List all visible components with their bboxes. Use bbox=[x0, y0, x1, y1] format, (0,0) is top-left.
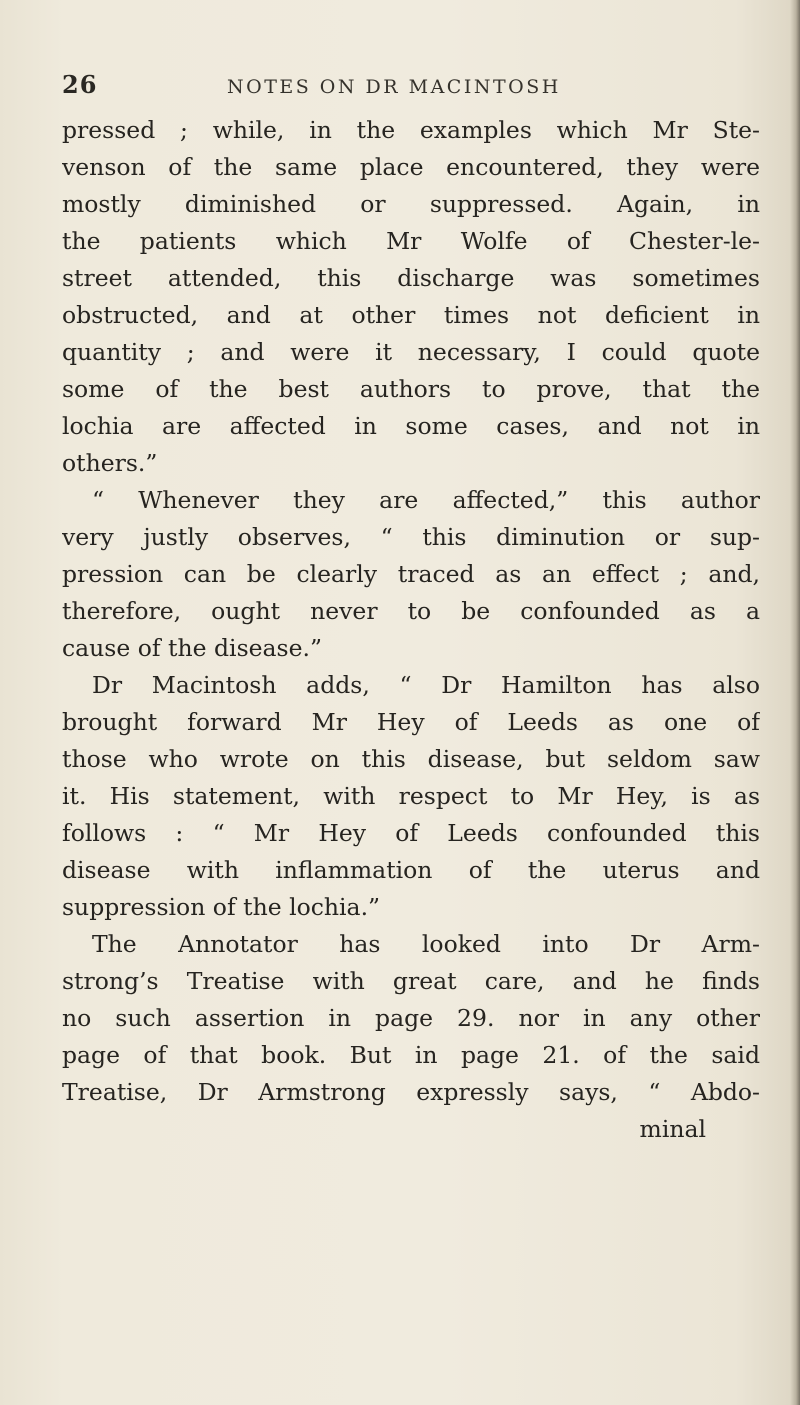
body-text bbox=[62, 112, 760, 1148]
text-line: brought forward Mr Hey of Leeds as one of bbox=[62, 708, 760, 736]
text-line: quantity ; and were it necessary, I could quote bbox=[62, 338, 760, 366]
text-line: lochia are affected in some cases, and not in bbox=[62, 412, 760, 440]
text-line: others.” bbox=[62, 449, 158, 477]
text-line: pression can be clearly traced as an effect ; and, bbox=[62, 560, 760, 588]
page-number: 26 bbox=[62, 70, 98, 99]
text-line: follows : “ Mr Hey of Leeds confounded this bbox=[62, 819, 760, 847]
text-line: very justly observes, “ this diminution or sup- bbox=[62, 523, 760, 551]
text-line: “ Whenever they are affected,” this author bbox=[92, 486, 760, 514]
text-line: those who wrote on this disease, but seldom saw bbox=[62, 745, 760, 773]
text-line: street attended, this discharge was sometimes bbox=[62, 264, 760, 292]
text-line: it. His statement, with respect to Mr Hey, is as bbox=[62, 782, 760, 810]
text-line: disease with inflammation of the uterus and bbox=[62, 856, 760, 884]
text-line: strong’s Treatise with great care, and he finds bbox=[62, 967, 760, 995]
catchword: minal bbox=[639, 1115, 706, 1143]
running-head: NOTES ON DR MACINTOSH bbox=[227, 76, 561, 98]
text-line: Dr Macintosh adds, “ Dr Hamilton has also bbox=[92, 671, 760, 699]
text-line: cause of the disease.” bbox=[62, 634, 323, 662]
text-line: venson of the same place encountered, they were bbox=[62, 153, 760, 181]
text-line: the patients which Mr Wolfe of Chester-le- bbox=[62, 227, 760, 255]
page-header bbox=[62, 70, 752, 110]
text-line: Treatise, Dr Armstrong expressly says, “ Abdo- bbox=[62, 1078, 760, 1106]
text-line: suppression of the lochia.” bbox=[62, 893, 381, 921]
page-edge-shadow bbox=[790, 0, 800, 1405]
text-line: pressed ; while, in the examples which Mr Ste- bbox=[62, 116, 760, 144]
text-line: obstructed, and at other times not deficient in bbox=[62, 301, 760, 329]
text-line: The Annotator has looked into Dr Arm- bbox=[92, 930, 760, 958]
text-line: mostly diminished or suppressed. Again, in bbox=[62, 190, 760, 218]
text-line: page of that book. But in page 21. of the said bbox=[62, 1041, 760, 1069]
text-line: therefore, ought never to be confounded as a bbox=[62, 597, 760, 625]
text-line: some of the best authors to prove, that the bbox=[62, 375, 760, 403]
text-line: no such assertion in page 29. nor in any other bbox=[62, 1004, 760, 1032]
